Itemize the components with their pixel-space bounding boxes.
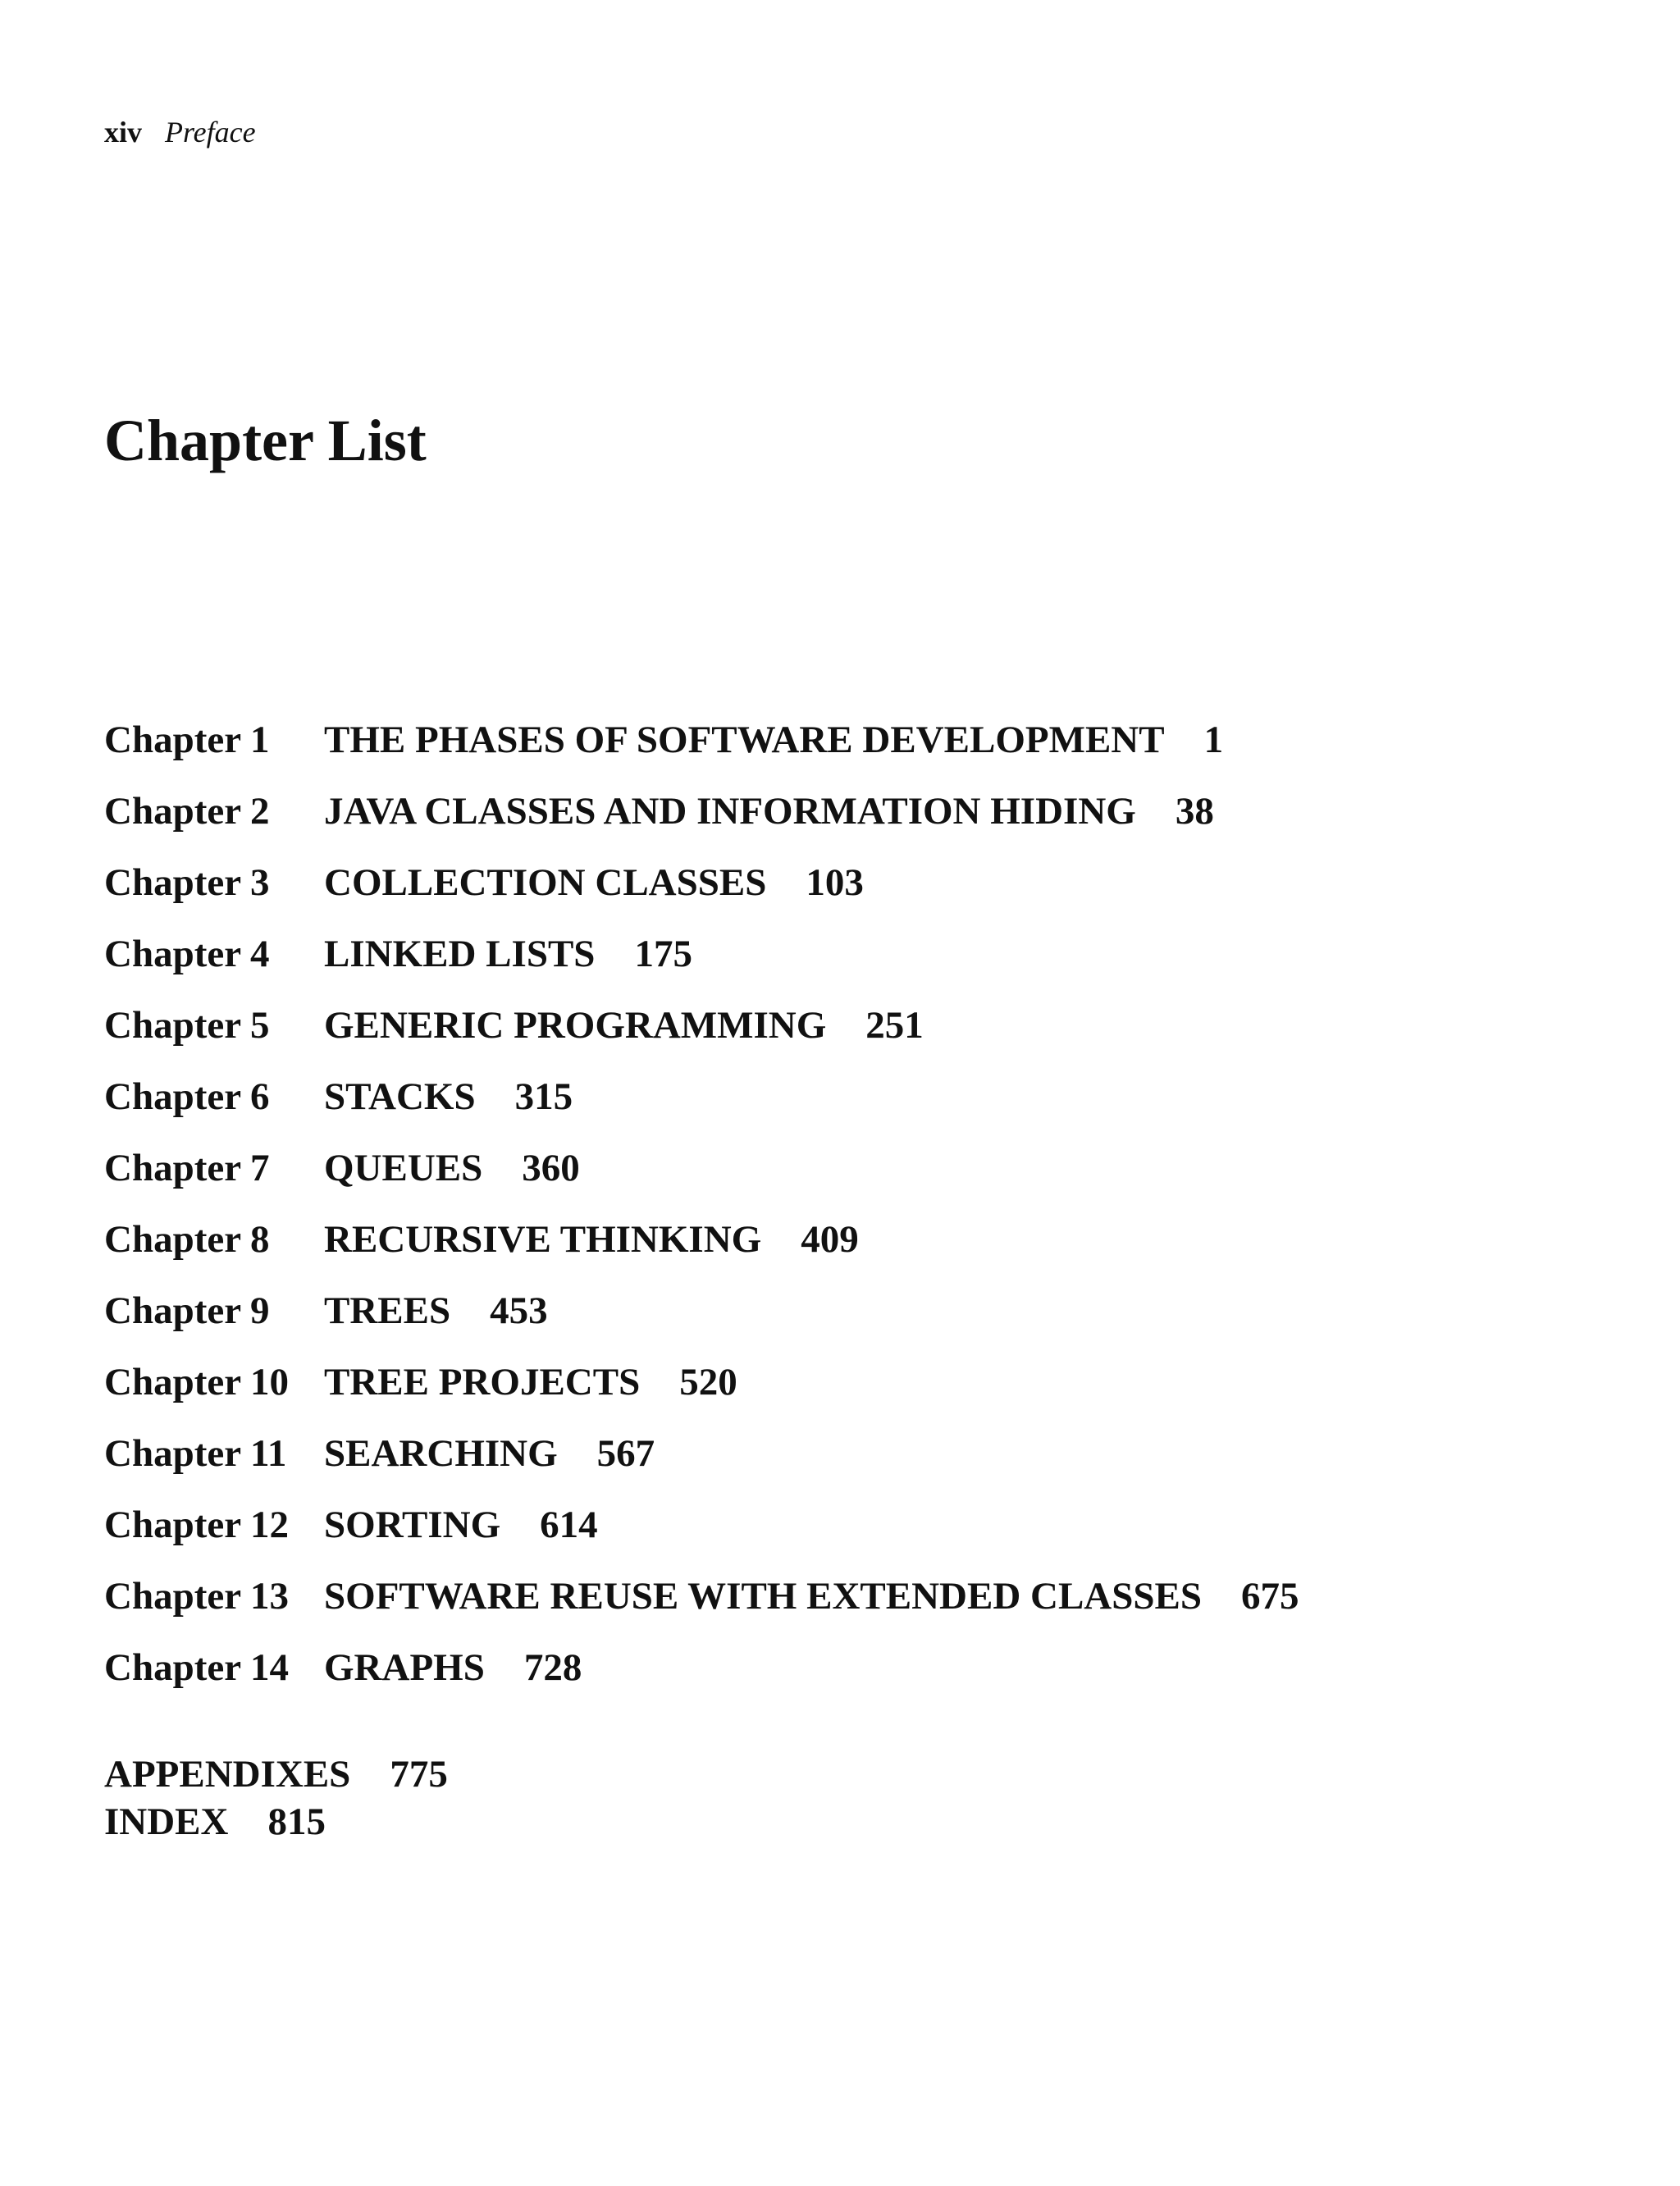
chapter-label: Chapter 2	[104, 789, 270, 833]
chapter-entry	[104, 1560, 1299, 1632]
chapter-entry	[104, 704, 1299, 775]
chapter-entry	[104, 775, 1299, 847]
chapter-title: THE PHASES OF SOFTWARE DEVELOPMENT	[324, 718, 1165, 761]
chapter-label: Chapter 10	[104, 1360, 289, 1403]
chapter-page: 315	[514, 1075, 573, 1118]
chapter-list	[104, 704, 1299, 1703]
chapter-page: 614	[540, 1503, 598, 1546]
chapter-title: SEARCHING	[324, 1431, 558, 1475]
chapter-page: 675	[1241, 1574, 1299, 1618]
back-matter-list	[104, 1750, 448, 1846]
chapter-label: Chapter 12	[104, 1503, 289, 1546]
chapter-title: RECURSIVE THINKING	[324, 1217, 762, 1261]
page-title: Chapter List	[104, 408, 427, 473]
chapter-title: TREES	[324, 1289, 451, 1332]
chapter-label: Chapter 11	[104, 1431, 287, 1475]
chapter-title: JAVA CLASSES AND INFORMATION HIDING	[324, 789, 1136, 833]
chapter-label: Chapter 8	[104, 1217, 270, 1261]
chapter-page: 728	[523, 1645, 582, 1689]
chapter-page: 1	[1203, 718, 1224, 761]
chapter-label: Chapter 6	[104, 1075, 270, 1118]
page-number: xiv	[104, 116, 143, 148]
chapter-entry	[104, 1061, 1299, 1132]
chapter-page: 567	[596, 1431, 655, 1475]
chapter-entry	[104, 989, 1299, 1061]
back-matter-page: 775	[390, 1753, 448, 1796]
chapter-page: 175	[634, 932, 692, 975]
chapter-page: 360	[522, 1146, 580, 1189]
chapter-label: Chapter 3	[104, 860, 270, 904]
chapter-entry	[104, 918, 1299, 989]
back-matter-title: APPENDIXES	[104, 1753, 351, 1796]
chapter-entry	[104, 1203, 1299, 1275]
chapter-page: 520	[679, 1360, 737, 1403]
chapter-entry	[104, 1132, 1299, 1203]
chapter-title: TREE PROJECTS	[324, 1360, 641, 1403]
chapter-label: Chapter 14	[104, 1645, 289, 1689]
chapter-title: LINKED LISTS	[324, 932, 596, 975]
chapter-entry	[104, 847, 1299, 918]
chapter-label: Chapter 13	[104, 1574, 289, 1618]
chapter-page: 453	[490, 1289, 548, 1332]
chapter-label: Chapter 9	[104, 1289, 270, 1332]
back-matter-entry	[104, 1798, 448, 1846]
chapter-entry	[104, 1275, 1299, 1346]
back-matter-page: 815	[267, 1800, 326, 1843]
chapter-page: 251	[865, 1003, 924, 1047]
chapter-page: 409	[801, 1217, 859, 1261]
chapter-title: COLLECTION CLASSES	[324, 860, 767, 904]
chapter-label: Chapter 1	[104, 718, 270, 761]
chapter-label: Chapter 4	[104, 932, 270, 975]
running-head	[104, 112, 256, 152]
chapter-label: Chapter 5	[104, 1003, 270, 1047]
section-title: Preface	[165, 116, 256, 148]
chapter-title: SORTING	[324, 1503, 501, 1546]
chapter-title: SOFTWARE REUSE WITH EXTENDED CLASSES	[324, 1574, 1203, 1618]
chapter-entry	[104, 1489, 1299, 1560]
chapter-title: STACKS	[324, 1075, 476, 1118]
chapter-label: Chapter 7	[104, 1146, 270, 1189]
chapter-title: GRAPHS	[324, 1645, 485, 1689]
chapter-title: QUEUES	[324, 1146, 483, 1189]
chapter-page: 38	[1175, 789, 1214, 833]
chapter-entry	[104, 1417, 1299, 1489]
back-matter-entry	[104, 1750, 448, 1798]
chapter-page: 103	[806, 860, 864, 904]
chapter-entry	[104, 1346, 1299, 1417]
chapter-title: GENERIC PROGRAMMING	[324, 1003, 827, 1047]
chapter-entry	[104, 1632, 1299, 1703]
back-matter-title: INDEX	[104, 1800, 229, 1843]
